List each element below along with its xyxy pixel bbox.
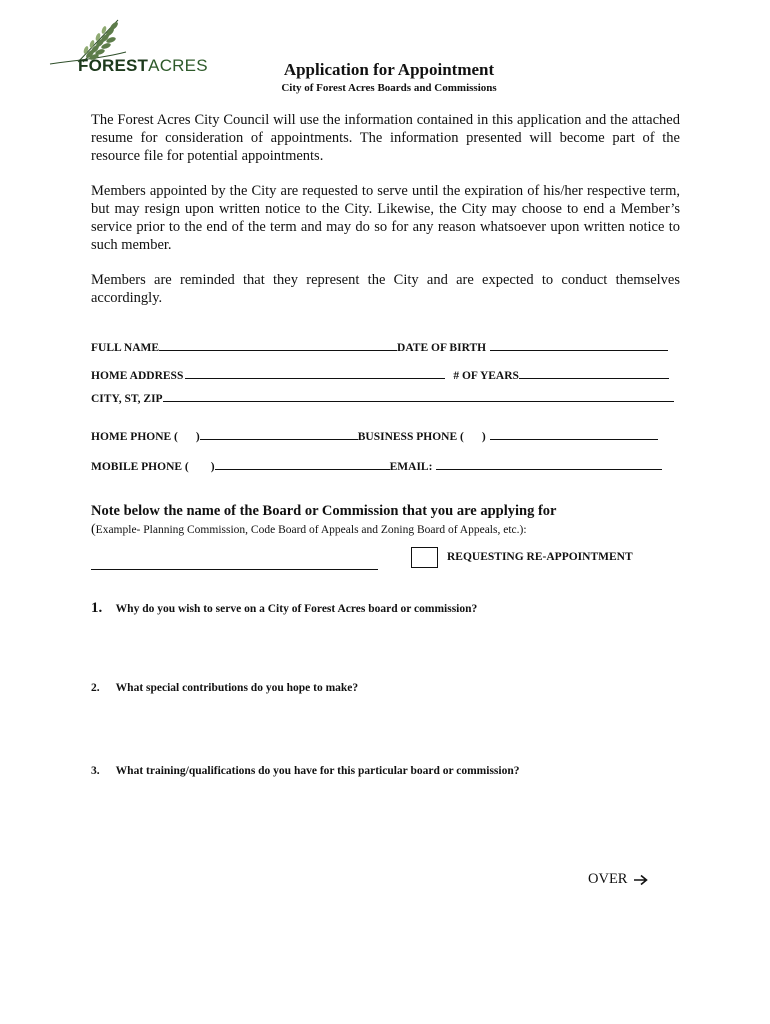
board-heading: Note below the name of the Board or Commission that you are applying for — [91, 503, 557, 519]
years-field[interactable] — [519, 366, 669, 379]
intro-paragraph-2: Members appointed by the City are requested to serve until the expiration of his/her respective term, but may resign upon written notice to the City. Likewise, the City may choose to end a Member’s service prior to the end of the term and may do so for any reason whatsoever upon written notice to such member. — [91, 183, 680, 253]
arrow-right-icon — [633, 874, 649, 886]
dob-field[interactable] — [490, 338, 668, 351]
business-phone-label: BUSINESS PHONE ( — [357, 431, 464, 443]
question-3-number: 3. — [91, 765, 100, 777]
city-st-zip-field[interactable] — [163, 389, 674, 402]
question-2-number: 2. — [91, 682, 100, 694]
mobile-phone-field[interactable] — [215, 457, 390, 470]
board-example — [91, 522, 527, 538]
question-1-text: Why do you wish to serve on a City of Forest Acres board or commission? — [115, 603, 478, 615]
mobile-phone-label: MOBILE PHONE ( — [91, 461, 189, 473]
question-3-text: What training/qualifications do you have for this particular board or commission? — [115, 765, 520, 777]
question-1-number: 1. — [91, 600, 103, 616]
home-phone-paren: ) — [195, 431, 200, 443]
row-mobile-email — [91, 455, 681, 473]
row-address-years — [91, 364, 681, 382]
home-address-label: HOME ADDRESS — [91, 370, 184, 382]
full-name-field[interactable] — [159, 338, 397, 351]
board-example-paren: ( — [91, 522, 96, 537]
years-label: # OF YEARS — [453, 370, 519, 382]
board-name-field[interactable] — [91, 569, 378, 570]
city-st-zip-label: CITY, ST, ZIP — [91, 393, 163, 405]
full-name-label: FULL NAME — [91, 342, 160, 354]
logo-brand-light: ACRES — [148, 56, 208, 75]
home-address-field[interactable] — [185, 366, 445, 379]
business-phone-paren: ) — [481, 431, 486, 443]
page-subtitle: City of Forest Acres Boards and Commissions — [281, 82, 497, 94]
mobile-phone-paren: ) — [210, 461, 215, 473]
row-phones — [91, 425, 681, 443]
email-field[interactable] — [436, 457, 662, 470]
business-phone-field[interactable] — [490, 427, 658, 440]
over-label: OVER — [588, 871, 628, 887]
question-1 — [91, 600, 477, 617]
home-phone-field[interactable] — [200, 427, 358, 440]
logo-brand-bold: FOREST — [78, 56, 149, 75]
email-label: EMAIL: — [389, 461, 433, 473]
board-example-text: Example- Planning Commission, Code Board of Appeals and Zoning Board of Appeals, etc.): — [95, 524, 527, 536]
over-indicator — [588, 871, 649, 888]
reappointment-label: REQUESTING RE-APPOINTMENT — [447, 551, 633, 563]
question-2-text: What special contributions do you hope to make? — [115, 682, 359, 694]
reappointment-checkbox[interactable] — [411, 547, 438, 568]
page-title: Application for Appointment — [283, 60, 495, 79]
dob-label: DATE OF BIRTH — [397, 342, 487, 354]
row-name-dob — [91, 336, 681, 354]
intro-paragraph-3: Members are reminded that they represent the City and are expected to conduct themselves accordingly. — [91, 272, 680, 306]
question-3 — [91, 765, 520, 777]
question-2 — [91, 682, 358, 694]
row-city-st-zip — [91, 387, 681, 405]
home-phone-label: HOME PHONE ( — [91, 431, 178, 443]
intro-paragraph-1: The Forest Acres City Council will use the information contained in this application and the attached resume for consideration of appointments. The information presented will become part of the resource file for potential appointments. — [91, 112, 680, 164]
